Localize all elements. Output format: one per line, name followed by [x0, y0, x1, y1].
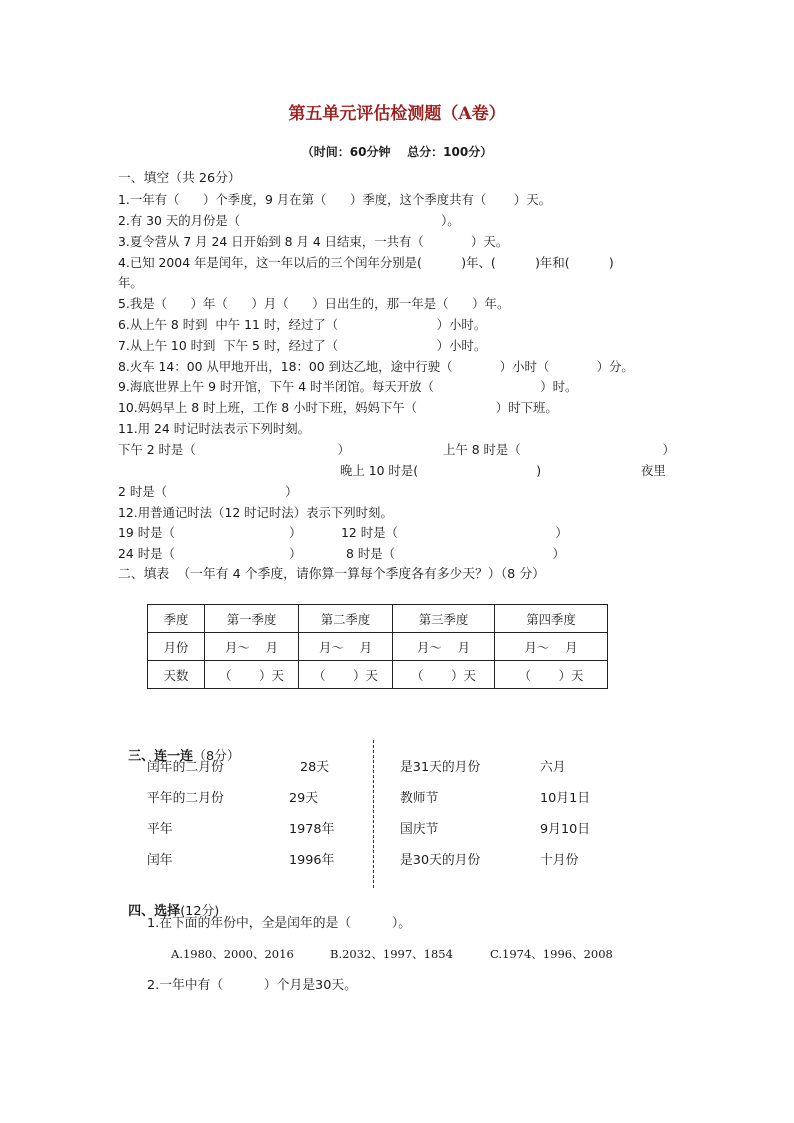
table-row: [148, 661, 608, 689]
table-row: [148, 633, 608, 661]
question-line: 11.用 24 时记时法表示下列时刻。: [118, 421, 311, 436]
match-left-item: 国庆节: [400, 822, 439, 837]
month-cell: 月～ 月: [299, 633, 393, 661]
match-right-item: 六月: [540, 760, 566, 775]
option-b: B.2032、1997、1854: [330, 947, 453, 961]
page-subtitle: （时间：60分钟 总分：100分）: [301, 145, 493, 159]
match-right-item: 十月份: [540, 853, 579, 868]
match-right-item: 1978年: [289, 822, 335, 837]
question-line: 4.已知 2004 年是闰年，这一年以后的三个闰年分别是( )年、( )年和( ): [118, 255, 614, 270]
month-cell: 月～ 月: [393, 633, 495, 661]
question-line: 1.一年有（ ）个季度，9 月在第（ ）季度，这个季度共有（ ）天。: [118, 192, 552, 207]
match-right-item: 10月1日: [540, 791, 591, 806]
season-table: [147, 604, 608, 689]
q12-item: 19 时是（ ）: [118, 525, 302, 540]
q12-item: 24 时是（ ）: [118, 546, 302, 561]
match-left-item: 是30天的月份: [400, 853, 481, 868]
table-header-cell: 第一季度: [205, 605, 299, 633]
section-4-heading: [118, 886, 219, 919]
days-cell: （ ）天: [393, 661, 495, 689]
q12-item: 8 时是（ ）: [346, 546, 565, 561]
question-line: 3.夏令营从 7 月 24 日开始到 8 月 4 日结束，一共有（ ）天。: [118, 234, 509, 249]
q12-item: 12 时是（ ）: [341, 525, 568, 540]
section-3-heading: [118, 731, 240, 764]
table-header-cell: 第二季度: [299, 605, 393, 633]
section-3-score: （8分）: [193, 749, 240, 764]
match-right-item: 29天: [289, 791, 319, 806]
month-cell: 月～ 月: [205, 633, 299, 661]
days-cell: （ ）天: [495, 661, 608, 689]
section-2-heading: 二、填表 （一年有 4 个季度，请你算一算每个季度各有多少天？）（8 分）: [118, 567, 545, 582]
question-line: 7.从上午 10 时到 下午 5 时，经过了（ ）小时。: [118, 338, 487, 353]
q11-item: 上午 8 时是（ ）: [443, 442, 675, 457]
section-4-score: (12分): [180, 904, 220, 919]
section-1-heading: 一、填空（共 26分）: [118, 171, 241, 186]
question-line: 9.海底世界上午 9 时开馆，下午 4 时半闭馆。每天开放（ ）时。: [118, 379, 578, 394]
question-line: 8.火车 14：00 从甲地开出，18：00 到达乙地，途中行驶（ ）小时（ ）分。: [118, 359, 634, 374]
q11-item: 夜里: [641, 463, 666, 478]
table-header-cell: 季度: [148, 605, 205, 633]
match-left-item: 平年的二月份: [147, 791, 224, 806]
match-left-item: 教师节: [400, 791, 439, 806]
match-left-item: 闰年的二月份: [147, 760, 224, 775]
q11-item: 2 时是（ ）: [118, 484, 298, 499]
page-title: 第五单元评估检测题（A卷）: [288, 104, 506, 124]
q11-item: 下午 2 时是（ ）: [118, 442, 350, 457]
days-cell: （ ）天: [299, 661, 393, 689]
table-header-cell: 第四季度: [495, 605, 608, 633]
match-left-item: 是31天的月份: [400, 760, 481, 775]
option-a: A.1980、2000、2016: [171, 947, 294, 961]
dashed-divider: [373, 740, 374, 888]
section-4-title: 四、选择: [128, 904, 181, 919]
question-line: 1.在下面的年份中，全是闰年的是（ ）。: [147, 916, 412, 931]
question-line: 10.妈妈早上 8 时上班，工作 8 小时下班，妈妈下午（ ）时下班。: [118, 400, 558, 415]
question-line: 5.我是（ ）年（ ）月（ ）日出生的，那一年是（ ）年。: [118, 296, 510, 311]
days-cell: （ ）天: [205, 661, 299, 689]
table-row-label: 月份: [148, 633, 205, 661]
month-cell: 月～ 月: [495, 633, 608, 661]
match-right-item: 28天: [300, 760, 330, 775]
table-header-cell: 第三季度: [393, 605, 495, 633]
question-line: 6.从上午 8 时到 中午 11 时，经过了（ ）小时。: [118, 317, 487, 332]
section-3-title: 三、连一连: [128, 749, 194, 764]
match-right-item: 9月10日: [540, 822, 591, 837]
match-left-item: 平年: [147, 822, 173, 837]
table-row: [148, 605, 608, 633]
question-line: 年。: [118, 275, 143, 290]
table-row-label: 天数: [148, 661, 205, 689]
q11-item: 晚上 10 时是( ): [340, 463, 542, 478]
match-left-item: 闰年: [147, 853, 173, 868]
match-right-item: 1996年: [289, 853, 335, 868]
question-line: 2.一年中有（ ）个月是30天。: [147, 978, 357, 993]
q12-label: 12.用普通记时法（12 时记时法）表示下列时刻。: [118, 505, 393, 520]
option-c: C.1974、1996、2008: [490, 947, 613, 961]
question-line: 2.有 30 天的月份是（ ）。: [118, 213, 460, 228]
